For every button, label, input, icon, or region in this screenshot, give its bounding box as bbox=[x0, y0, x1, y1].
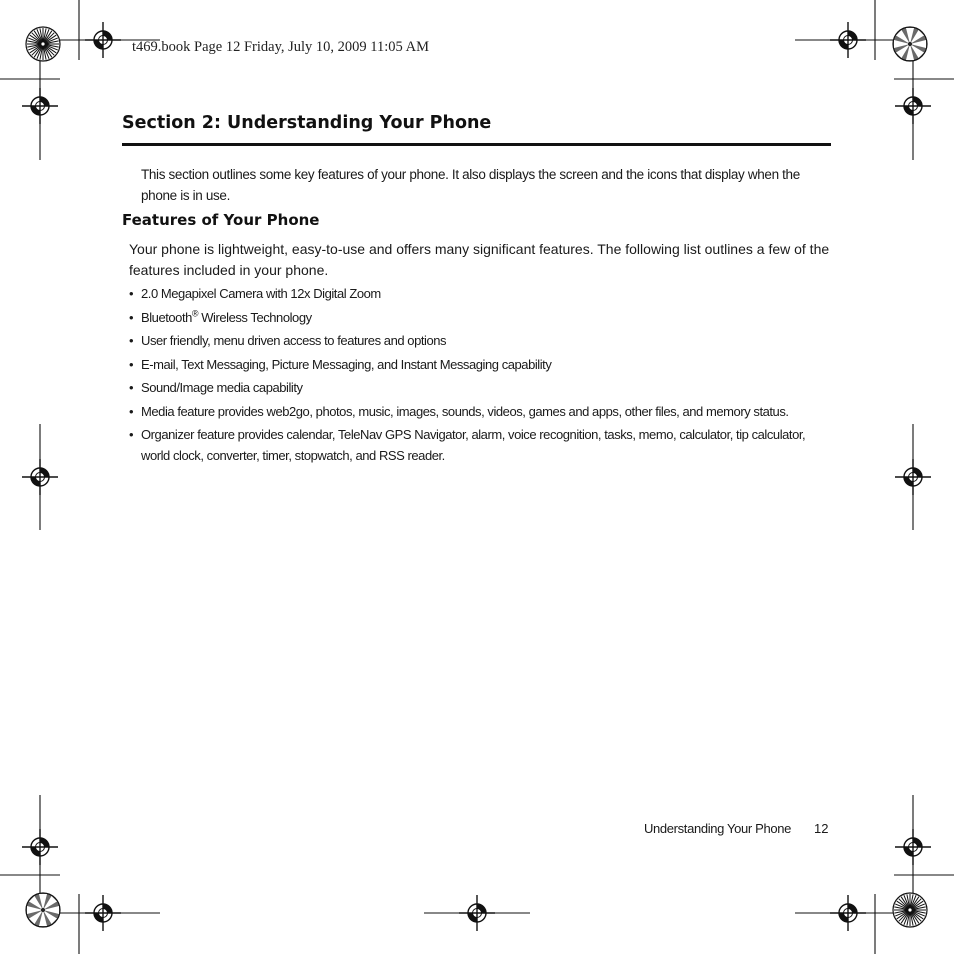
features-heading: Features of Your Phone bbox=[122, 211, 320, 229]
print-slug: t469.book Page 12 Friday, July 10, 2009 11:05 AM bbox=[132, 39, 429, 55]
list-item bbox=[129, 283, 833, 304]
list-item bbox=[129, 401, 833, 422]
list-item-text: E-mail, Text Messaging, Picture Messaging, and Instant Messaging capability bbox=[141, 356, 552, 372]
list-item-text: Organizer feature provides calendar, TeleNav GPS Navigator, alarm, voice recognition, tasks, memo, calculator, tip calculator, world clock, converter, timer, stopwatch, and RSS reader. bbox=[141, 427, 806, 463]
list-item bbox=[129, 354, 833, 375]
section-intro: This section outlines some key features of your phone. It also displays the screen and the icons that display when the phone is in use. bbox=[141, 167, 800, 203]
list-item-text: 2.0 Megapixel Camera with 12x Digital Zoom bbox=[141, 286, 381, 301]
feature-list bbox=[129, 283, 833, 469]
list-item-text: Media feature provides web2go, photos, music, images, sounds, videos, games and apps, other files, and memory status. bbox=[141, 403, 789, 419]
list-item bbox=[129, 377, 833, 398]
title-rule bbox=[122, 143, 831, 146]
features-intro: Your phone is lightweight, easy-to-use and offers many significant features. The following list outlines a few of the features included in your phone. bbox=[129, 241, 830, 278]
list-item-text: User friendly, menu driven access to features and options bbox=[141, 333, 447, 348]
list-item-text-suffix: Wireless Technology bbox=[198, 309, 312, 325]
list-item-text: Bluetooth bbox=[141, 309, 192, 325]
list-item bbox=[129, 424, 833, 466]
list-item bbox=[129, 307, 833, 328]
section-title: Section 2: Understanding Your Phone bbox=[122, 113, 492, 133]
registered-mark: ® bbox=[191, 308, 199, 319]
page-number: 12 bbox=[814, 821, 829, 836]
footer-section-label: Understanding Your Phone bbox=[644, 821, 792, 836]
list-item bbox=[129, 330, 833, 351]
list-item-text: Sound/Image media capability bbox=[141, 380, 303, 395]
